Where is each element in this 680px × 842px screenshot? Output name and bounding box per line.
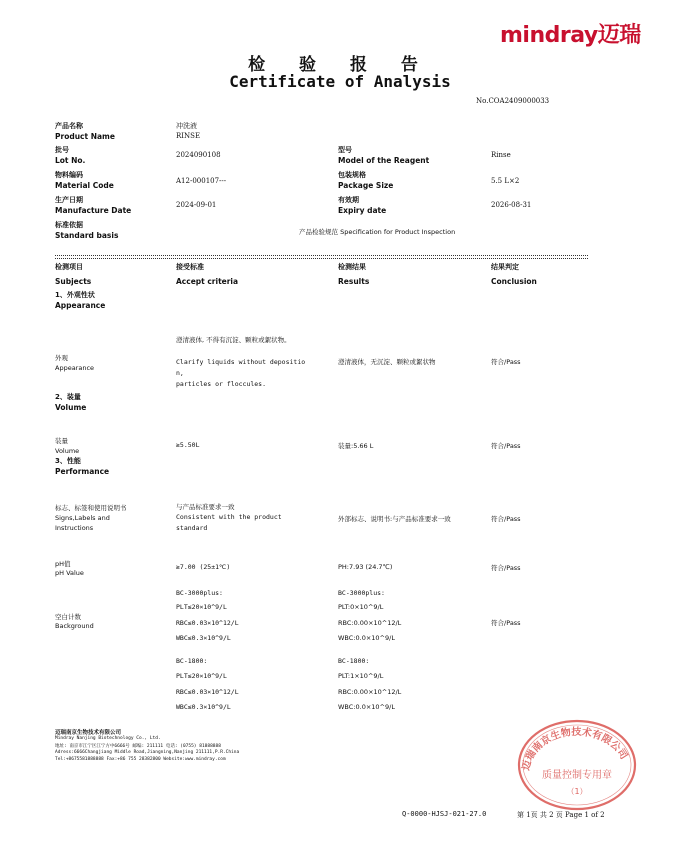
bg-result-3000-plt: PLT:0×10^9/L bbox=[338, 603, 384, 611]
results-header-en: Results bbox=[338, 277, 370, 286]
background-subject-en: Background bbox=[55, 622, 94, 630]
section-appearance-en: Appearance bbox=[55, 301, 106, 310]
product-name-label-cn: 产品名称 bbox=[55, 122, 83, 130]
appearance-criteria-en-2: n, bbox=[176, 369, 184, 377]
appearance-subject-en: Appearance bbox=[55, 364, 95, 372]
standard-label-cn: 标准依据 bbox=[55, 221, 83, 229]
bg-criteria-1800-wbc: WBC≤0.3×10^9/L bbox=[176, 703, 231, 711]
mindray-logo: mindray迈瑞 bbox=[500, 23, 641, 48]
lot-label-cn: 批号 bbox=[55, 146, 69, 154]
bg-result-1800-title: BC-1800: bbox=[338, 657, 370, 665]
bg-criteria-3000-wbc: WBC≤0.3×10^9/L bbox=[176, 634, 231, 642]
appearance-criteria-en-1: Clarify liquids without depositio bbox=[176, 358, 306, 366]
criteria-header-en: Accept criteria bbox=[176, 277, 239, 286]
labels-criteria-en-1: Consistent with the product bbox=[176, 513, 282, 521]
product-name-value-en: RINSE bbox=[176, 132, 201, 140]
package-label-en: Package Size bbox=[338, 181, 394, 190]
labels-criteria-cn: 与产品标准要求一致 bbox=[176, 503, 235, 511]
expiry-value: 2026-08-31 bbox=[491, 201, 532, 209]
appearance-conclusion: 符合/Pass bbox=[491, 358, 521, 366]
bg-criteria-1800-rbc: RBC≤0.03×10^12/L bbox=[176, 688, 239, 696]
appearance-criteria-cn: 澄清液体, 不得有沉淀、颗粒或絮状物。 bbox=[176, 336, 291, 344]
conclusion-header-cn: 结果判定 bbox=[491, 263, 519, 271]
section-appearance-cn: 1、外观性状 bbox=[55, 291, 95, 299]
lot-value: 2024090108 bbox=[176, 151, 221, 159]
background-conclusion: 符合/Pass bbox=[491, 619, 521, 627]
title-chinese: 检 验 报 告 bbox=[248, 55, 432, 75]
model-label-en: Model of the Reagent bbox=[338, 156, 430, 165]
volume-result: 装量:5.66 L bbox=[338, 442, 374, 450]
footer-line-1: Mindray Nanjing Biotechnology Co., Ltd. bbox=[55, 736, 161, 741]
standard-label-en: Standard basis bbox=[55, 231, 119, 240]
bg-criteria-3000-title: BC-3000plus: bbox=[176, 589, 223, 597]
footer-line-3: Adress:6666Changjiang Middle Road,Jiangning,Nanjing 211111,P.R.China bbox=[55, 750, 240, 755]
appearance-result: 澄清液体，无沉淀、颗粒或絮状物 bbox=[338, 358, 436, 366]
divider-bottom bbox=[55, 258, 588, 259]
ph-result: PH:7.93 (24.7℃) bbox=[338, 563, 393, 571]
bg-result-3000-title: BC-3000plus: bbox=[338, 589, 385, 597]
subjects-header-cn: 检测项目 bbox=[55, 263, 83, 271]
stamp-arc-text: 迈瑞南京生物技术有限公司 bbox=[520, 726, 630, 772]
mfg-value: 2024-09-01 bbox=[176, 201, 217, 209]
volume-subject-cn: 装量 bbox=[55, 437, 68, 445]
section-performance-cn: 3、性能 bbox=[55, 457, 81, 465]
quality-control-stamp bbox=[515, 715, 640, 815]
volume-subject-en: Volume bbox=[55, 447, 80, 455]
standard-value: 产品检验规范 Specification for Product Inspection bbox=[299, 228, 456, 236]
subjects-header-en: Subjects bbox=[55, 277, 92, 286]
package-value: 5.5 L×2 bbox=[491, 177, 520, 185]
bg-criteria-3000-rbc: RBC≤0.03×10^12/L bbox=[176, 619, 239, 627]
mfg-label-en: Manufacture Date bbox=[55, 206, 132, 215]
footer-line-2: 地址: 南京市江宁区江宁方中6666号 邮编: 211111 电话: (0755) 81888888 bbox=[55, 744, 221, 749]
results-header-cn: 检测结果 bbox=[338, 263, 366, 271]
footer-line-4: Tel:+8675581888888 Fax:+86 755 28382800 Website:www.mindray.com bbox=[55, 757, 226, 762]
lot-label-en: Lot No. bbox=[55, 156, 86, 165]
model-value: Rinse bbox=[491, 151, 511, 159]
expiry-label-cn: 有效期 bbox=[338, 196, 359, 204]
document-number: Q-0000-HJSJ-021-27.0 bbox=[402, 810, 487, 818]
ph-subject-en: pH Value bbox=[55, 569, 84, 577]
material-label-en: Material Code bbox=[55, 181, 114, 190]
package-label-cn: 包装规格 bbox=[338, 171, 366, 179]
footer-company: 迈瑞南京生物技术有限公司 bbox=[55, 730, 122, 736]
product-name-value-cn: 冲洗液 bbox=[176, 122, 197, 130]
labels-result: 外部标志、说明书:与产品标准要求一致 bbox=[338, 515, 451, 523]
bg-criteria-1800-plt: PLT≤20×10^9/L bbox=[176, 672, 227, 680]
bg-result-1800-rbc: RBC:0.00×10^12/L bbox=[338, 688, 402, 696]
volume-conclusion: 符合/Pass bbox=[491, 442, 521, 450]
labels-conclusion: 符合/Pass bbox=[491, 515, 521, 523]
bg-criteria-3000-plt: PLT≤20×10^9/L bbox=[176, 603, 227, 611]
labels-subject-cn: 标志、标签和使用说明书 bbox=[55, 504, 127, 512]
material-value: A12-000107--- bbox=[176, 177, 227, 185]
labels-subject-en-1: Signs,Labels and bbox=[55, 514, 110, 522]
ph-conclusion: 符合/Pass bbox=[491, 564, 521, 572]
criteria-header-cn: 接受标准 bbox=[176, 263, 204, 271]
bg-result-1800-plt: PLT:1×10^9/L bbox=[338, 672, 384, 680]
material-label-cn: 物料编码 bbox=[55, 171, 83, 179]
appearance-criteria-en-3: particles or floccules. bbox=[176, 380, 267, 388]
ph-criteria: ≥7.00 (25±1℃) bbox=[176, 563, 231, 571]
expiry-label-en: Expiry date bbox=[338, 206, 387, 215]
ph-subject-cn: pH值 bbox=[55, 560, 71, 568]
section-performance-en: Performance bbox=[55, 467, 110, 476]
volume-criteria: ≥5.50L bbox=[176, 441, 200, 449]
mfg-label-cn: 生产日期 bbox=[55, 196, 83, 204]
background-subject-cn: 空白计数 bbox=[55, 613, 81, 621]
page-number: 第 1页 共 2 页 Page 1 of 2 bbox=[517, 811, 605, 819]
certificate-number: No.COA2409000033 bbox=[476, 97, 550, 105]
divider-top bbox=[55, 255, 588, 256]
model-label-cn: 型号 bbox=[338, 146, 352, 154]
section-volume-cn: 2、装量 bbox=[55, 393, 81, 401]
product-name-label-en: Product Name bbox=[55, 132, 115, 141]
stamp-middle-text: 质量控制专用章 bbox=[542, 770, 612, 781]
appearance-subject-cn: 外观 bbox=[55, 354, 68, 362]
bg-result-3000-wbc: WBC:0.0×10^9/L bbox=[338, 634, 395, 642]
labels-subject-en-2: Instructions bbox=[55, 524, 94, 532]
bg-result-3000-rbc: RBC:0.00×10^12/L bbox=[338, 619, 402, 627]
stamp-number-text: （1） bbox=[566, 787, 588, 796]
section-volume-en: Volume bbox=[55, 403, 87, 412]
bg-result-1800-wbc: WBC:0.0×10^9/L bbox=[338, 703, 395, 711]
labels-criteria-en-2: standard bbox=[176, 524, 208, 532]
bg-criteria-1800-title: BC-1800: bbox=[176, 657, 208, 665]
title-english: Certificate of Analysis bbox=[229, 72, 451, 91]
conclusion-header-en: Conclusion bbox=[491, 277, 537, 286]
